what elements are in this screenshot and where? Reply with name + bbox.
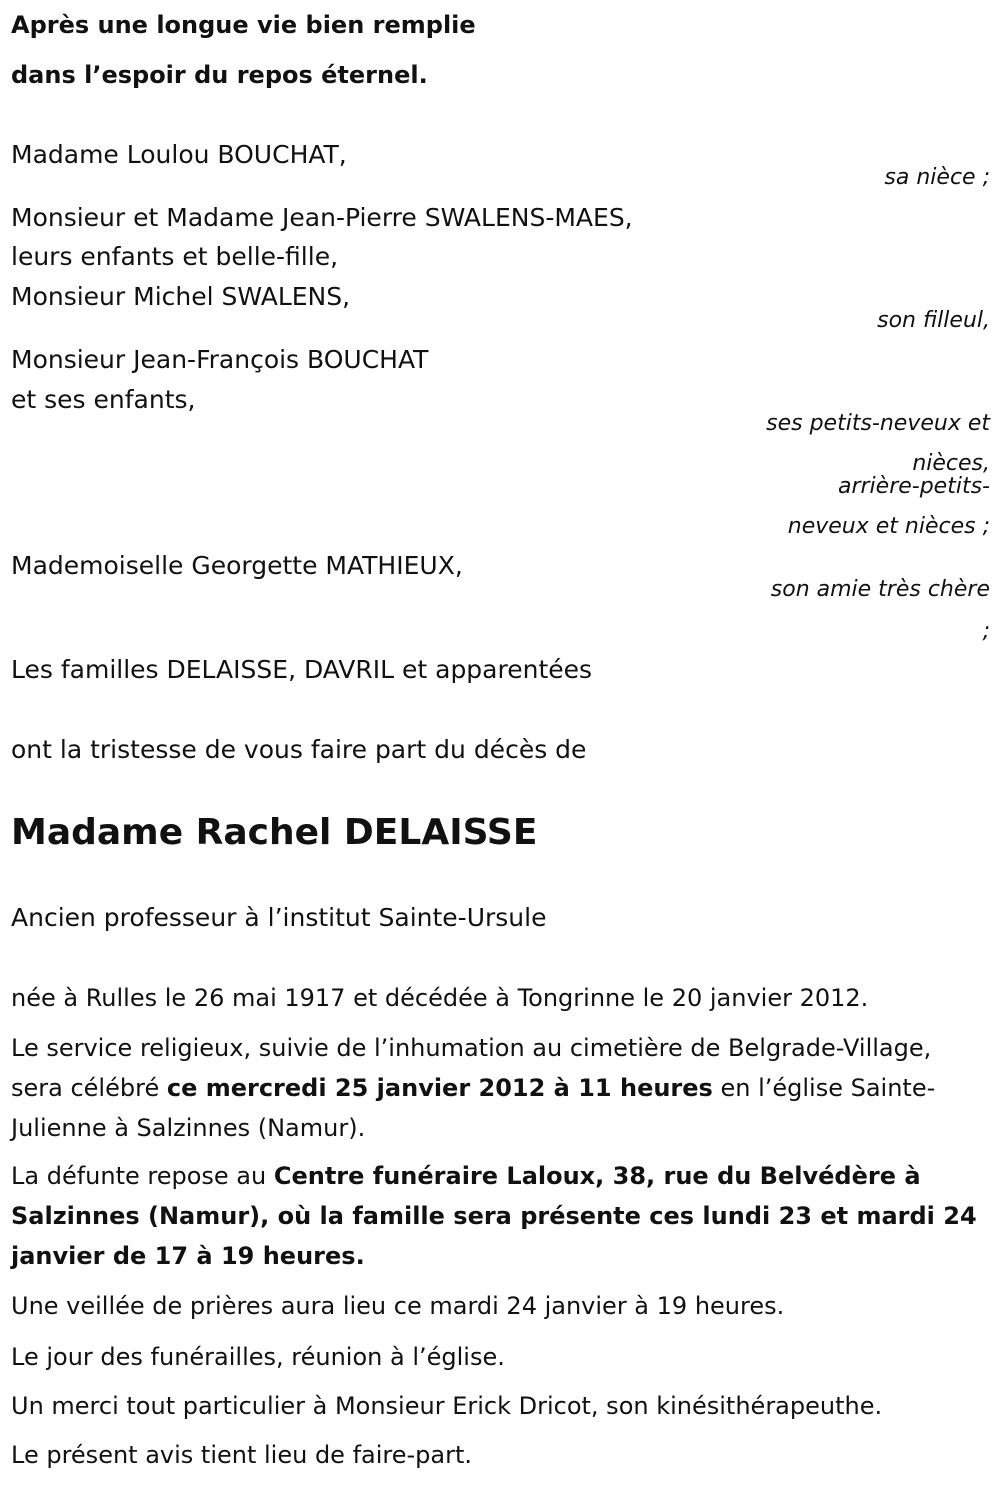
service-text-1: Le service religieux, suivie de l’inhumation au cimetière de Belgrade-Village, sera célébré bbox=[11, 1034, 932, 1102]
thanks-paragraph bbox=[11, 1386, 989, 1426]
thanks-text: Un merci tout particulier à Monsieur Erick Dricot, son kinésithérapeuthe. bbox=[11, 1392, 883, 1420]
relation-nephews-4: neveux et nièces ; bbox=[787, 514, 990, 539]
deceased-name: Madame Rachel DELAISSE bbox=[11, 812, 538, 853]
repose-paragraph bbox=[11, 1156, 989, 1276]
families-line: Les familles DELAISSE, DAVRIL et apparentées bbox=[11, 655, 593, 684]
birth-death-text: née à Rulles le 26 mai 1917 et décédée à Tongrinne le 20 janvier 2012. bbox=[11, 984, 869, 1012]
relation-godson: son filleul, bbox=[877, 308, 990, 333]
vigil-text: Une veillée de prières aura lieu ce mardi 24 janvier à 19 heures. bbox=[11, 1292, 785, 1320]
relation-friend-2: ; bbox=[982, 619, 990, 644]
family-member-jf-bouchat: Monsieur Jean-François BOUCHAT bbox=[11, 345, 429, 374]
birth-death-paragraph bbox=[11, 978, 989, 1018]
relation-niece: sa nièce ; bbox=[884, 165, 990, 190]
occupation-line: Ancien professeur à l’institut Sainte-Ursule bbox=[11, 903, 547, 932]
funeral-day-paragraph bbox=[11, 1337, 989, 1377]
family-member-michel: Monsieur Michel SWALENS, bbox=[11, 282, 351, 311]
relation-nephews-2: nièces, bbox=[912, 451, 990, 476]
service-text-2: en l’église Sainte-Julienne à Salzinnes (Namur). bbox=[11, 1074, 936, 1142]
intro-line-1: Après une longue vie bien remplie bbox=[11, 11, 476, 39]
vigil-paragraph bbox=[11, 1286, 989, 1326]
family-member-swalens-maes: Monsieur et Madame Jean-Pierre SWALENS-MAES, bbox=[11, 203, 633, 232]
service-date: ce mercredi 25 janvier 2012 à 11 heures bbox=[166, 1074, 713, 1102]
funeral-day-text: Le jour des funérailles, réunion à l’église. bbox=[11, 1343, 505, 1371]
relation-nephews-3: arrière-petits- bbox=[837, 474, 990, 499]
notice-text: Le présent avis tient lieu de faire-part. bbox=[11, 1441, 473, 1469]
family-member-loulou: Madame Loulou BOUCHAT, bbox=[11, 140, 347, 169]
family-member-georgette: Mademoiselle Georgette MATHIEUX, bbox=[11, 551, 463, 580]
relation-nephews-1: ses petits-neveux et bbox=[766, 411, 990, 436]
repose-location: Centre funéraire Laloux, 38, rue du Belvédère à Salzinnes (Namur), où la famille sera présente ces lundi 23 et mardi 24 janvier de 17 à 19 heures. bbox=[11, 1162, 977, 1270]
repose-text: La défunte repose au bbox=[11, 1162, 274, 1190]
family-swalens-children: leurs enfants et belle-fille, bbox=[11, 242, 339, 271]
notice-paragraph bbox=[11, 1435, 989, 1475]
service-paragraph bbox=[11, 1028, 989, 1148]
family-jf-children: et ses enfants, bbox=[11, 385, 196, 414]
announcement-line: ont la tristesse de vous faire part du décès de bbox=[11, 735, 587, 764]
relation-friend-1: son amie très chère bbox=[770, 577, 990, 602]
intro-line-2: dans l’espoir du repos éternel. bbox=[11, 61, 428, 89]
